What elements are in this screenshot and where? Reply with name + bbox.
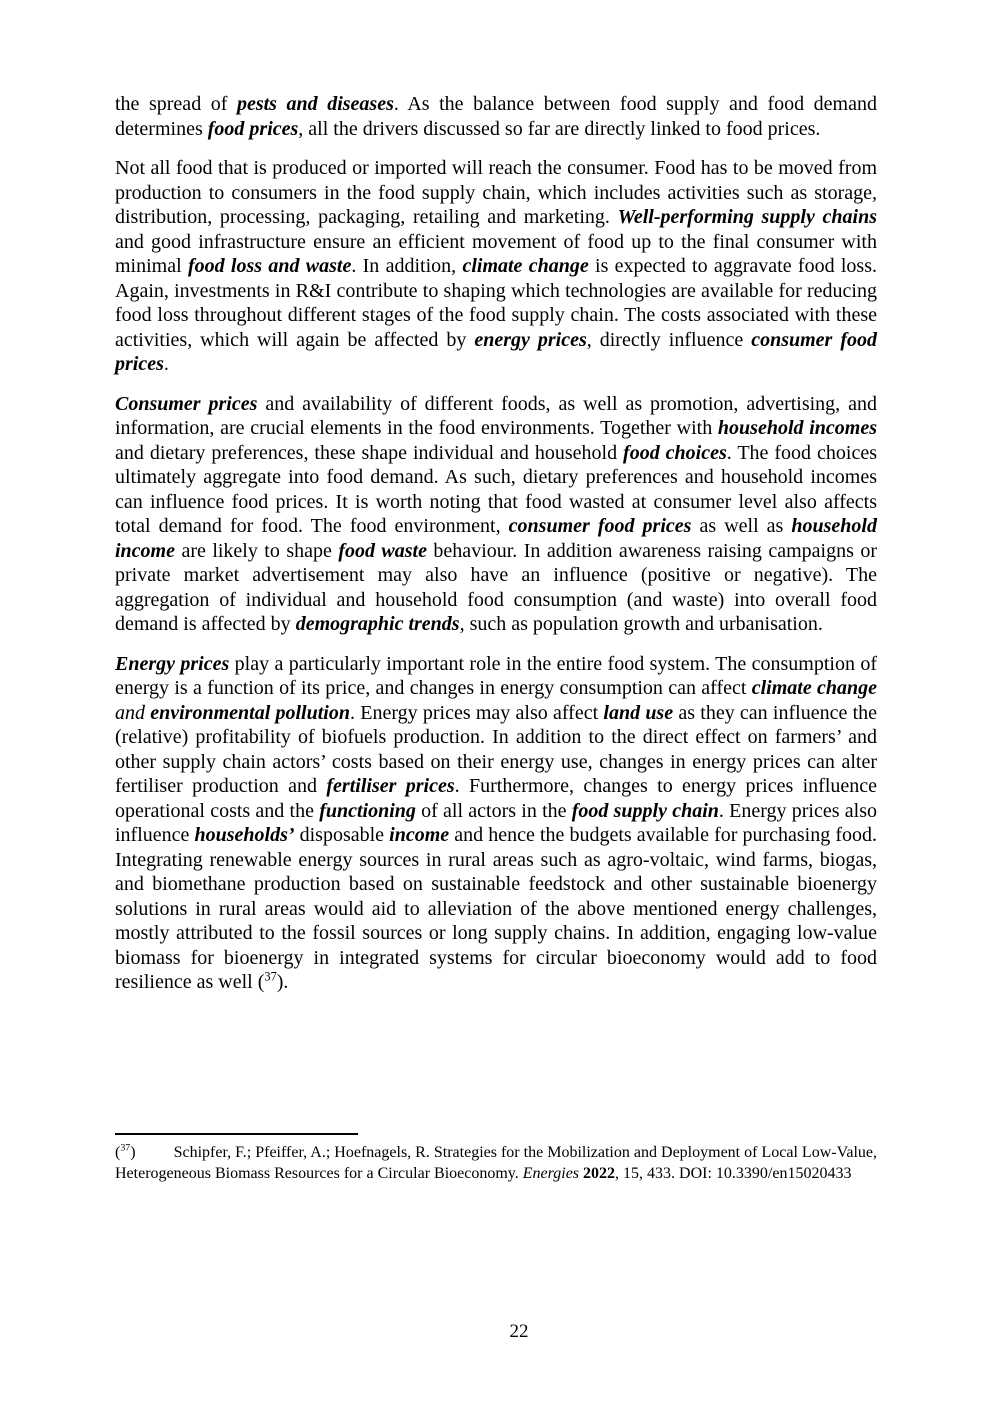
text-run: , such as population growth and urbanisation. <box>459 613 823 635</box>
emphasis-run: Well-performing supply chains <box>617 206 877 228</box>
text-run: the spread of <box>115 93 237 115</box>
text-run: . Energy prices may also affect <box>349 701 604 724</box>
text-run: . As the balance between food supply and food demand determines <box>115 93 877 140</box>
text-run: is expected to aggravate food loss. Again, investments in R&I contribute to shaping which technologies are available for reducing food loss throughout different stages of the food supply chain. The costs associated with these activities, which will again be affected by <box>115 255 877 351</box>
paragraph <box>115 92 877 141</box>
emphasis-run: household incomes <box>717 417 877 439</box>
text-run: , 15, 433. DOI: 10.3390/en15020433 <box>615 1165 852 1182</box>
emphasis-run: households’ <box>194 824 295 846</box>
text-run: ( <box>115 1144 121 1161</box>
text-run: ). <box>276 971 289 993</box>
text-run: are likely to shape <box>175 539 339 562</box>
emphasis-run: food loss and waste <box>187 255 352 277</box>
emphasis-run: demographic trends <box>295 613 460 635</box>
text-run: behaviour. In addition awareness raising campaigns or private market advertisement may also have an influence (positive or negative). The aggregation of individual and household food consumption (and waste) into overall food demand is affected by <box>115 539 878 635</box>
emphasis-run: food waste <box>338 539 427 562</box>
bold-run: 2022 <box>583 1165 616 1182</box>
emphasis-run: functioning <box>319 799 416 822</box>
italic-run: and <box>115 701 145 724</box>
emphasis-run: fertiliser prices <box>326 775 455 797</box>
emphasis-run: food choices <box>623 441 727 464</box>
italic-run: Energies <box>522 1165 580 1182</box>
emphasis-run: land use <box>603 701 674 724</box>
emphasis-run: Consumer prices <box>115 392 258 415</box>
body-paragraphs <box>115 92 877 995</box>
text-run: play a particularly important role in the entire food system. The consumption of energy is a function of its price, and changes in energy consumption can affect <box>115 652 877 699</box>
paragraph <box>115 392 877 637</box>
emphasis-run: pests and diseases <box>236 93 394 115</box>
page-number: 22 <box>509 1321 529 1342</box>
emphasis-run: food supply chain <box>571 799 719 822</box>
text-run: . Furthermore, changes to energy prices influence operational costs and the <box>115 775 878 822</box>
text-run: . <box>163 353 169 375</box>
emphasis-run: Energy prices <box>115 652 230 675</box>
text-run: . Energy prices also influence <box>115 799 877 846</box>
text-run: . In addition, <box>351 255 463 277</box>
text-run: of all actors in the <box>415 799 572 822</box>
text-run: as they can influence the (relative) profitability of biofuels production. In addition to the direct effect on farmers’ and other supply chain actors’ costs based on their energy use, changes in energy prices can alter fertiliser production and <box>115 701 878 797</box>
text-run: and dietary preferences, these shape individual and household <box>115 441 624 464</box>
superscript-ref: 37 <box>264 969 277 984</box>
footnote-separator <box>115 1133 358 1135</box>
text-run: Schipfer, F.; Pfeiffer, A.; Hoefnagels, R. Strategies for the Mobilization and Deployment of Local Low-Value, Heterogeneous Biomass Resources for a Circular Bioeconomy. <box>115 1144 877 1182</box>
text-run: Not all food that is produced or imported will reach the consumer. Food has to be moved from production to consumers in the food supply chain, which includes activities such as storage, distribution, processing, packaging, retailing and marketing. <box>115 157 877 228</box>
emphasis-run: climate change <box>462 255 589 277</box>
emphasis-run: food prices <box>207 117 299 140</box>
emphasis-run: consumer food prices <box>115 328 877 375</box>
emphasis-run: household income <box>115 515 877 562</box>
paragraph <box>115 156 877 377</box>
footnote-area <box>115 1133 877 1184</box>
text-run: . The food choices ultimately aggregate into food demand. As such, dietary preferences and household incomes can influence food prices. It is worth noting that food wasted at consumer level also affects total demand for food. The food environment, <box>115 441 877 537</box>
text-run: and good infrastructure ensure an efficient movement of food up to the final consumer with minimal <box>115 230 877 277</box>
text-run: as well as <box>691 515 792 537</box>
emphasis-run: climate change <box>751 677 878 699</box>
paragraph <box>115 652 877 995</box>
emphasis-run: energy prices <box>474 328 587 351</box>
text-run: , directly influence <box>586 328 752 351</box>
text-run: and hence the budgets available for purchasing food. Integrating renewable energy sources in rural areas such as agro-voltaic, wind farms, biogas, and biomethane production based on sustainable feedstock and other sustainable bioenergy solutions in rural areas would aid to alleviation of the above mentioned energy challenges, mostly attributed to the fossil sources or long supply chains. In addition, engaging low-value biomass for bioenergy in integrated systems for circular bioeconomy would add to food resilience as well ( <box>115 824 877 993</box>
text-run: disposable <box>294 824 390 846</box>
emphasis-run: consumer food prices <box>508 515 692 537</box>
text-run: and availability of different foods, as well as promotion, advertising, and information, are crucial elements in the food environments. Together with <box>115 392 877 439</box>
text-run: ) <box>130 1144 136 1161</box>
emphasis-run: income <box>389 824 450 846</box>
emphasis-run: environmental pollution <box>150 701 350 724</box>
superscript-ref: 37 <box>120 1142 131 1154</box>
text-run: , all the drivers discussed so far are directly linked to food prices. <box>298 117 821 140</box>
footnote-text <box>115 1142 877 1184</box>
